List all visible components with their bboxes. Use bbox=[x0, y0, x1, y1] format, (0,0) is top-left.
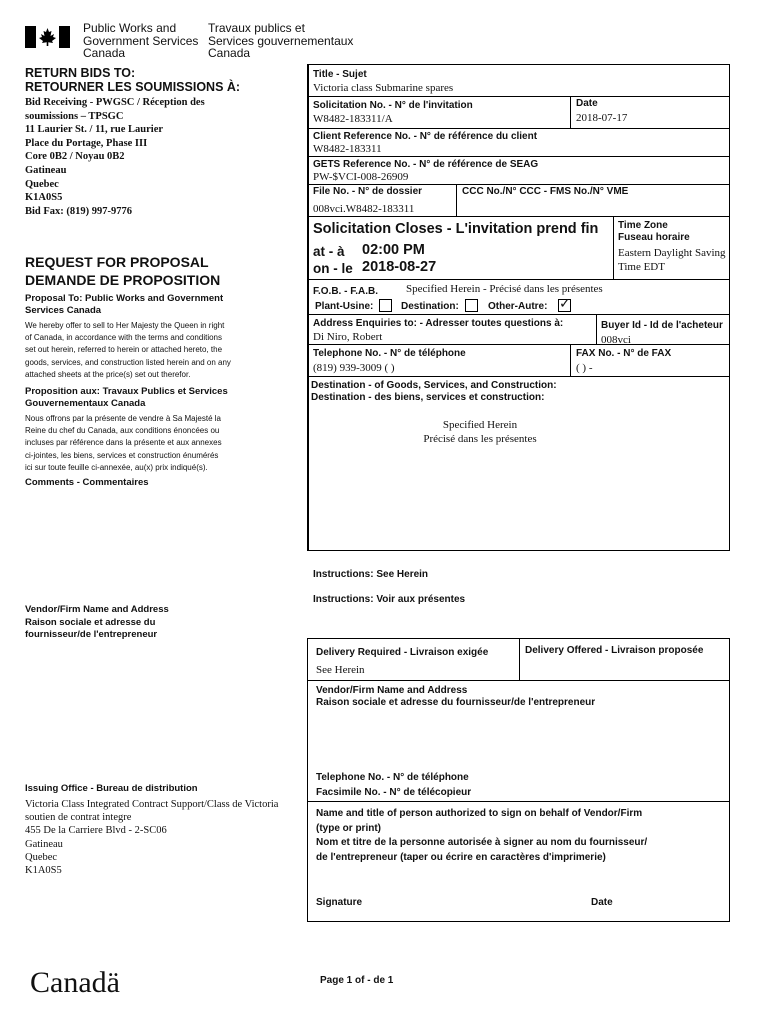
address-enquiries-label: Address Enquiries to: - Adresser toutes questions à: bbox=[313, 318, 564, 329]
client-reference-value: W8482-183311 bbox=[313, 143, 382, 155]
destination-checkbox[interactable] bbox=[465, 299, 478, 312]
ccc-no-label: CCC No./N° CCC - FMS No./N° VME bbox=[462, 186, 629, 197]
at-label: at - à bbox=[313, 244, 345, 259]
address-enquiries-value: Di Niro, Robert bbox=[313, 331, 383, 343]
vendor-left-label: Vendor/Firm Name and Address Raison sociale et adresse du fournisseur/de l'entrepreneur bbox=[25, 604, 169, 640]
solicitation-no-value: W8482-183311/A bbox=[313, 113, 393, 125]
destination-label: Destination - of Goods, Services, and Construction: Destination - des biens, services et construction: bbox=[311, 380, 557, 403]
instructions-en: Instructions: See Herein bbox=[313, 569, 429, 580]
page-number: Page 1 of - de 1 bbox=[320, 975, 394, 986]
return-bids-title-en: RETURN BIDS TO: bbox=[25, 66, 136, 80]
file-no-label: File No. - N° de dossier bbox=[313, 186, 423, 197]
vendor-telephone-label: Telephone No. - N° de téléphone bbox=[316, 772, 469, 783]
checkmark-icon: ✓ bbox=[559, 296, 571, 312]
buyer-id-value: 008vci bbox=[601, 334, 631, 346]
telephone-label: Telephone No. - N° de téléphone bbox=[313, 348, 466, 359]
destination-checkbox-label: Destination: bbox=[401, 301, 459, 312]
buyer-id-label: Buyer Id - Id de l'acheteur bbox=[601, 320, 723, 331]
proposal-to-heading: Proposal To: Public Works and Government Services Canada bbox=[25, 293, 224, 316]
canada-wordmark: Canadä bbox=[30, 966, 120, 999]
fax-label: FAX No. - N° de FAX bbox=[576, 348, 672, 359]
closing-date-value: 2018-08-27 bbox=[362, 259, 437, 275]
telephone-value: (819) 939-3009 ( ) bbox=[313, 362, 395, 374]
fob-value: Specified Herein - Précisé dans les présentes bbox=[406, 283, 603, 295]
time-zone-label: Time Zone Fuseau horaire bbox=[618, 220, 690, 243]
department-name-en: Public Works and Government Services Canada bbox=[83, 21, 199, 60]
plant-usine-label: Plant-Usine: bbox=[315, 301, 374, 312]
other-autre-checkbox[interactable] bbox=[558, 296, 571, 312]
on-label: on - le bbox=[313, 261, 353, 276]
proposition-aux-heading: Proposition aux: Travaux Publics et Services Gouvernementaux Canada bbox=[25, 386, 228, 409]
maple-leaf-icon bbox=[25, 26, 70, 48]
vendor-right-label: Vendor/Firm Name and Address Raison sociale et adresse du fournisseur/de l'entrepreneur bbox=[316, 685, 596, 708]
signature-date-label: Date bbox=[591, 897, 613, 908]
rfp-title-en: REQUEST FOR PROPOSAL bbox=[25, 254, 209, 270]
department-name-fr: Travaux publics et Services gouvernementaux Canada bbox=[208, 21, 354, 60]
gets-reference-label: GETS Reference No. - N° de référence de SEAG bbox=[313, 159, 539, 170]
authorized-person-label: Name and title of person authorized to sign on behalf of Vendor/Firm (type or print) Nom et titre de la personne autorisée à signer au nom du fournisseur/ de l'entrepreneur (taper ou écrire en caractères d'imprimerie) bbox=[316, 808, 648, 863]
other-autre-label: Other-Autre: bbox=[488, 301, 548, 312]
delivery-required-label: Delivery Required - Livraison exigée bbox=[316, 647, 489, 658]
return-bids-title-fr: RETOURNER LES SOUMISSIONS À: bbox=[25, 80, 241, 94]
date-value: 2018-07-17 bbox=[576, 112, 628, 124]
time-zone-value: Eastern Daylight Saving Time EDT bbox=[618, 247, 726, 273]
title-label: Title - Sujet bbox=[313, 69, 367, 80]
issuing-office-address: Victoria Class Integrated Contract Support/Class de Victoria soutien de contrat integre 455 De la Carriere Blvd - 2-SC06 Gatineau Quebec K1A0S5 bbox=[25, 799, 279, 877]
plant-usine-checkbox[interactable] bbox=[379, 299, 392, 312]
rfp-title-fr: DEMANDE DE PROPOSITION bbox=[25, 272, 221, 288]
solicitation-closes-label: Solicitation Closes - L'invitation prend fin bbox=[313, 221, 599, 237]
client-reference-label: Client Reference No. - N° de référence du client bbox=[313, 131, 538, 142]
date-label: Date bbox=[576, 98, 598, 109]
instructions-fr: Instructions: Voir aux présentes bbox=[313, 594, 466, 605]
destination-value: Specified Herein Précisé dans les présentes bbox=[423, 419, 537, 445]
proposal-to-body: We hereby offer to sell to Her Majesty the Queen in right of Canada, in accordance with the terms and conditions set out herein, referred to herein or attached hereto, the goods, services, and construction listed herein and on any attached sheets at the price(s) set out therefor. bbox=[25, 321, 231, 379]
gets-reference-value: PW-$VCI-008-26909 bbox=[313, 171, 409, 183]
fax-value: ( ) - bbox=[576, 362, 593, 374]
comments-label: Comments - Commentaires bbox=[25, 477, 149, 488]
signature-label: Signature bbox=[316, 897, 363, 908]
proposition-aux-body: Nous offrons par la présente de vendre à Sa Majesté la Reine du chef du Canada, aux conditions énoncées ou incluses par référence dans la présente et aux annexes ci-jointes, les biens, services et construction énumérés ici sur toute feuille ci-annexée, au(x) prix indiqué(s). bbox=[25, 414, 222, 472]
closing-time-value: 02:00 PM bbox=[362, 242, 425, 258]
canada-flag-logo bbox=[25, 26, 70, 48]
delivery-required-value: See Herein bbox=[316, 664, 365, 676]
return-bids-address: Bid Receiving - PWGSC / Réception des soumissions – TPSGC 11 Laurier St. / 11, rue Laurier Place du Portage, Phase III Core 0B2 / Noyau 0B2 Gatineau Quebec K1A0S5 Bid Fax: (819) 997-9776 bbox=[25, 97, 205, 217]
title-value: Victoria class Submarine spares bbox=[313, 82, 454, 94]
vendor-facsimile-label: Facsimile No. - N° de télécopieur bbox=[316, 787, 472, 798]
solicitation-no-label: Solicitation No. - N° de l'invitation bbox=[313, 100, 473, 111]
delivery-offered-label: Delivery Offered - Livraison proposée bbox=[525, 645, 704, 656]
file-no-value: 008vci.W8482-183311 bbox=[313, 203, 415, 215]
fob-label: F.O.B. - F.A.B. bbox=[313, 286, 378, 297]
issuing-office-label: Issuing Office - Bureau de distribution bbox=[25, 783, 198, 794]
